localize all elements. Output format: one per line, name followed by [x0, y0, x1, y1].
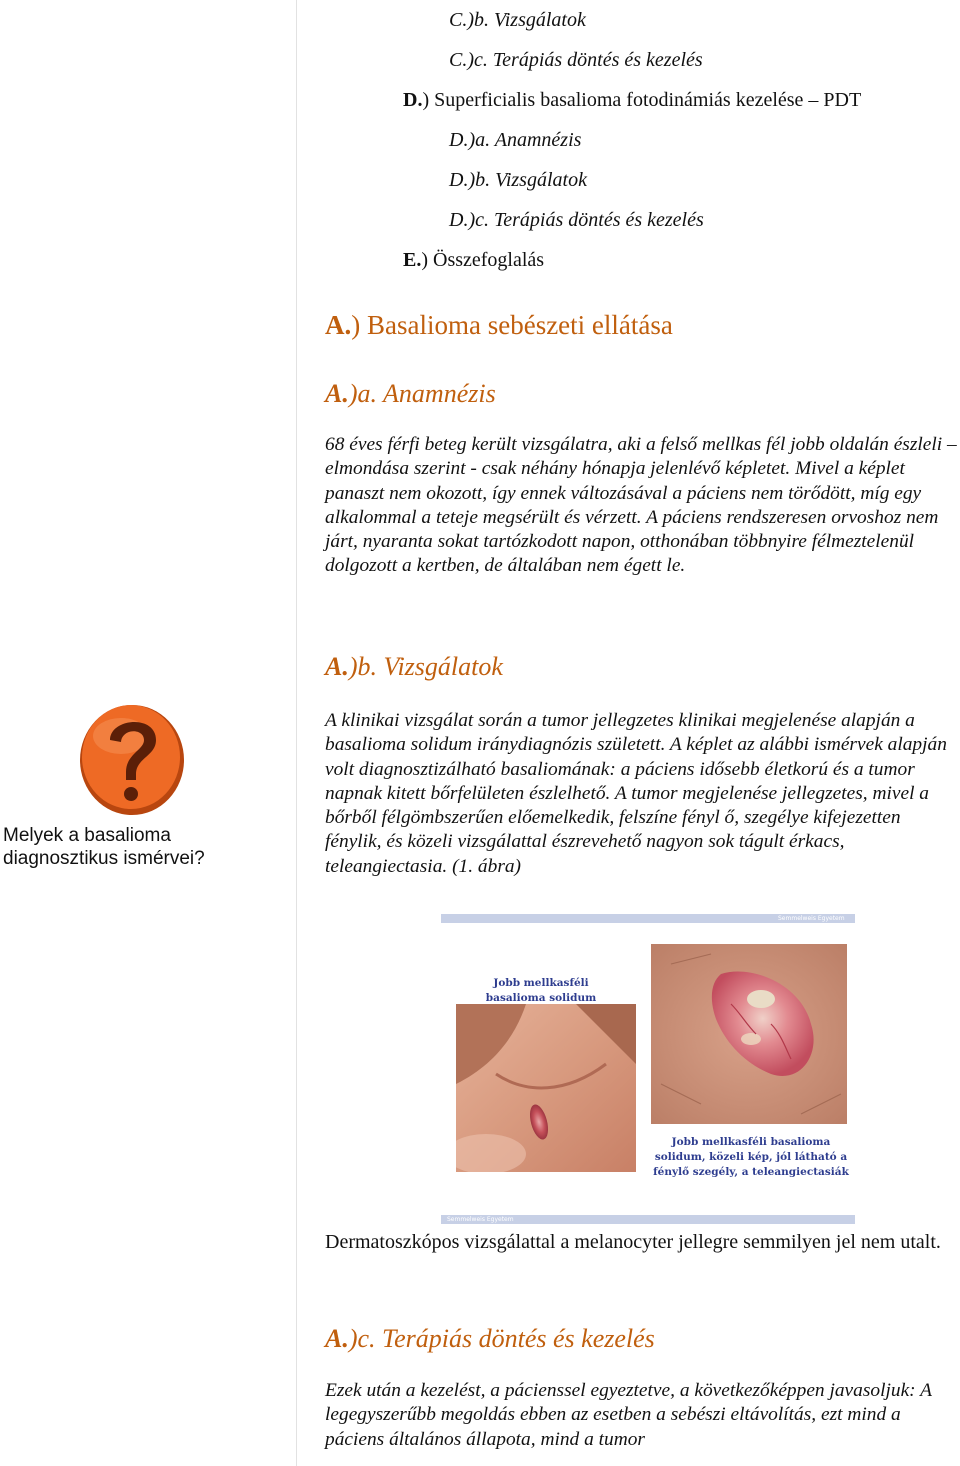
- toc-item[interactable]: D.)b. Vizsgálatok: [449, 169, 587, 191]
- figure-caption-right: Jobb mellkasféli basalioma solidum, közeli kép, jól látható a fénylő szegély, a teleangiectasiák: [653, 1136, 849, 1178]
- sidebar-question: Melyek a basalioma diagnosztikus ismérvei?: [3, 825, 205, 869]
- toc-item[interactable]: D.)a. Anamnézis: [449, 129, 582, 151]
- therapy-text: Ezek után a kezelést, a pácienssel egyeztetve, a következőképpen javasoljuk: A legegyszerűbb megoldás ebben az esetben a sebészi eltávolítás, ezt mind a páciens általános állapota, mind a tumor: [325, 1380, 932, 1450]
- therapy-heading: A.)c. Terápiás döntés és kezelés: [325, 1324, 655, 1353]
- figure-top-bar: Semmelweis Egyetem: [441, 914, 855, 923]
- toc-item[interactable]: C.)c. Terápiás döntés és kezelés: [449, 49, 703, 71]
- anamnezis-text: 68 éves férfi beteg került vizsgálatra, aki a felső mellkas fél jobb oldalán észleli – elmondása szerint - csak néhány hónapja jelenlévő képletet. Mivel a képlet panaszt nem okozott, így ennek változásával a páciens nem törődött, míg egy alkalommal a teteje megsérült és vérzett. A páciens rendszeresen orvoshoz nem járt, nyaranta sokat tartózkodott napon, otthonában többnyire félmeztelenül dolgozott a kertben, de általában nem égett le.: [325, 434, 957, 577]
- figure-caption-left: Jobb mellkasféli basalioma solidum: [485, 977, 597, 1004]
- anamnezis-heading: A.)a. Anamnézis: [325, 379, 496, 408]
- vizsgalatok-text: A klinikai vizsgálat során a tumor jellegzetes klinikai megjelenése alapján a basalioma solidum iránydiagnózis született. A képlet az alábbi ismérvek alapján volt diagnosztizálható basaliomának: a páciens idősebb életkorú és a tumor napnak kitett bőrfelületen észlelhető. A tumor megjelenése jellegzetes, mivel a bőrből félgömbszerűen előemelkedik, felszíne fényl ő, szegélye kifejezetten fénylik, és közeli vizsgálattal észrevehető nagyon sok tágult érkacs, teleangiectasia. (1. ábra): [325, 710, 947, 877]
- figure-bottom-bar: Semmelweis Egyetem: [441, 1215, 855, 1224]
- column-divider: [296, 0, 297, 1466]
- vizsgalatok-heading: A.)b. Vizsgálatok: [325, 652, 503, 681]
- toc-item[interactable]: D.) Superficialis basalioma fotodinámiás kezelése – PDT: [403, 89, 862, 111]
- figure-clinical-photos: [441, 914, 855, 1224]
- question-mark-icon: [76, 700, 189, 818]
- photo-closeup-lesion: [651, 944, 847, 1124]
- toc-item[interactable]: D.)c. Terápiás döntés és kezelés: [449, 209, 704, 231]
- dermatoscopy-text: Dermatoszkópos vizsgálattal a melanocyter jellegre semmilyen jel nem utalt.: [325, 1231, 941, 1253]
- toc-item[interactable]: C.)b. Vizsgálatok: [449, 9, 586, 31]
- photo-chest-lesion: [456, 1004, 636, 1172]
- toc-item[interactable]: E.) Összefoglalás: [403, 249, 545, 271]
- section-heading: A.) Basalioma sebészeti ellátása: [325, 310, 673, 340]
